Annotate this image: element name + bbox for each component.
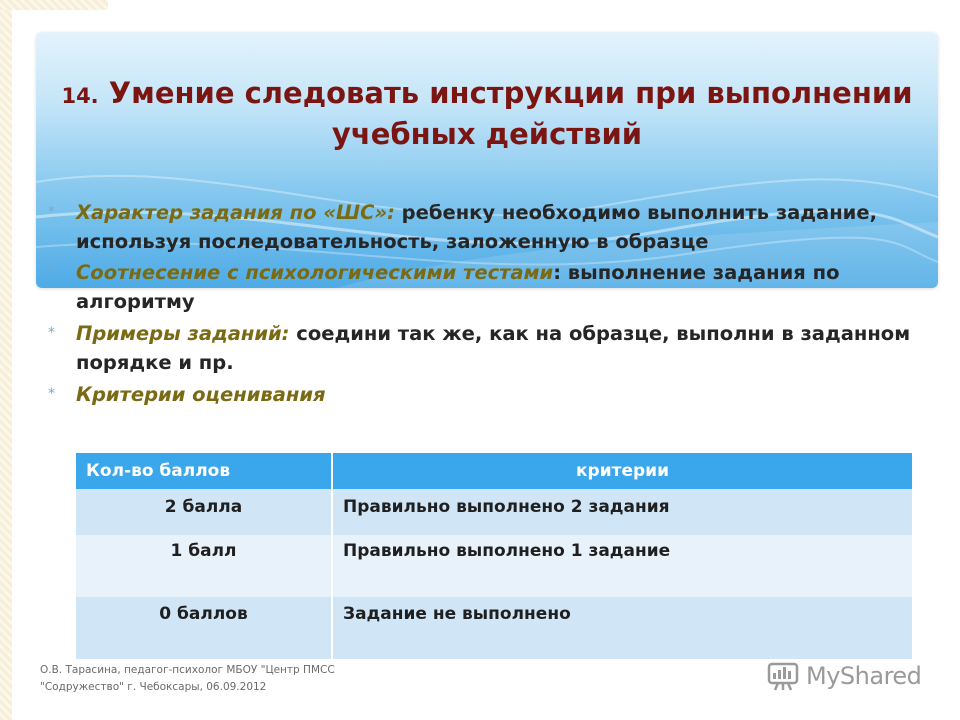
bullet-psych-tests bbox=[46, 258, 936, 316]
bullet-text: соедини так же, как на образце, выполни в заданном порядке и пр. bbox=[76, 322, 911, 374]
title-text: Умение следовать инструкции при выполнении учебных действий bbox=[108, 76, 913, 151]
bullet-marker: * bbox=[48, 386, 55, 402]
criteria-table bbox=[76, 453, 912, 659]
bullet-separator: : bbox=[387, 201, 395, 224]
bullet-text: ребенку необходимо выполнить задание, используя последовательность, заложенную в образце bbox=[76, 201, 877, 253]
table-header-row bbox=[76, 453, 912, 489]
points-cell: 0 баллов bbox=[76, 597, 332, 659]
points-cell: 1 балл bbox=[76, 535, 332, 597]
myshared-logo-icon bbox=[766, 659, 800, 693]
criteria-cell: Задание не выполнено bbox=[332, 597, 912, 659]
criteria-cell: Правильно выполнено 1 задание bbox=[332, 535, 912, 597]
bullet-key: Соотнесение с психологическими тестами bbox=[76, 261, 554, 284]
bullet-key: Примеры заданий: bbox=[76, 322, 290, 345]
title-number: 14. bbox=[61, 84, 99, 108]
top-decorative-strip bbox=[0, 0, 108, 10]
table-row bbox=[76, 535, 912, 597]
bullet-marker: * bbox=[48, 325, 55, 341]
header-criteria: критерии bbox=[332, 453, 912, 489]
myshared-watermark[interactable] bbox=[766, 656, 921, 696]
author-footer bbox=[40, 662, 335, 696]
table-row bbox=[76, 597, 912, 659]
footer-line-1: О.В. Тарасина, педагог-психолог МБОУ "Центр ПМСС bbox=[40, 664, 335, 676]
criteria-cell: Правильно выполнено 2 задания bbox=[332, 489, 912, 535]
slide-title bbox=[36, 74, 938, 153]
bullet-task-character bbox=[46, 198, 936, 256]
bullet-separator: : bbox=[553, 261, 562, 284]
bullet-text: выполнение задания по алгоритму bbox=[76, 261, 840, 313]
bullet-examples bbox=[46, 319, 936, 377]
bullet-list bbox=[46, 198, 936, 409]
watermark-text: MyShared bbox=[806, 662, 922, 690]
bullet-key: Критерии оценивания bbox=[76, 383, 326, 406]
table-row bbox=[76, 489, 912, 535]
footer-line-2: "Содружество" г. Чебоксары, 06.09.2012 bbox=[40, 681, 267, 693]
bullet-criteria bbox=[46, 380, 936, 409]
left-decorative-strip bbox=[0, 0, 12, 720]
bullet-marker: * bbox=[48, 264, 55, 280]
header-points: Кол-во баллов bbox=[76, 453, 332, 489]
points-cell: 2 балла bbox=[76, 489, 332, 535]
bullet-key: Характер задания по «ШС» bbox=[76, 201, 388, 224]
bullet-marker: * bbox=[48, 204, 55, 220]
